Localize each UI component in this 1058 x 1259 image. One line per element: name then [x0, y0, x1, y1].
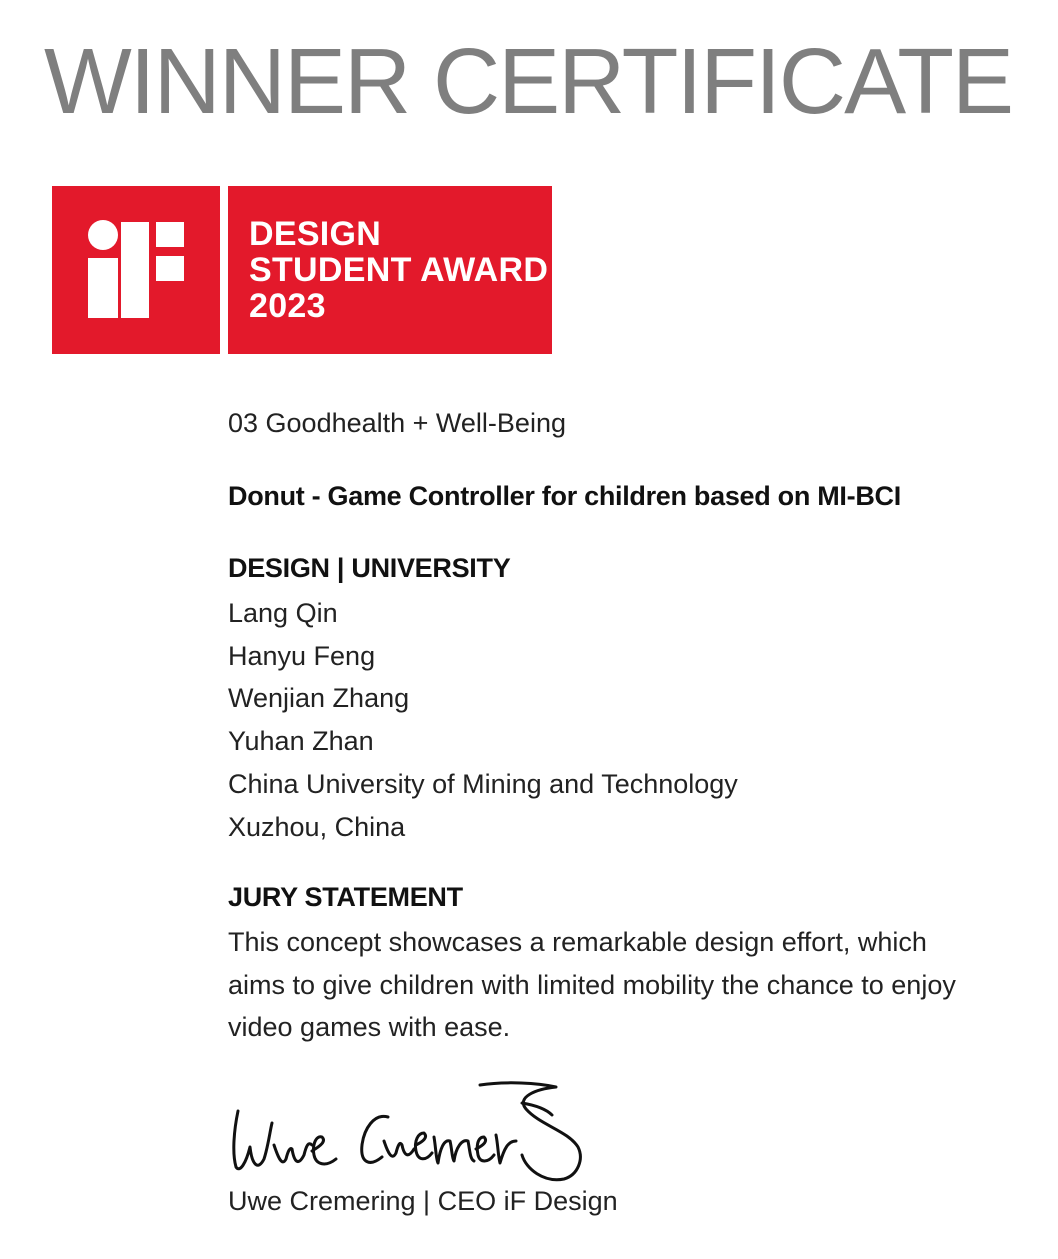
project-title: Donut - Game Controller for children based on MI-BCI — [228, 481, 901, 511]
list-item: Yuhan Zhan — [228, 726, 374, 757]
design-heading: DESIGN | UNIVERSITY — [228, 553, 511, 583]
award-category: 03 Goodhealth + Well-Being — [228, 408, 566, 438]
university-name: China University of Mining and Technology — [228, 768, 738, 799]
jury-line: video games with ease. — [228, 1012, 511, 1043]
jury-statement — [228, 921, 1008, 1049]
list-item: Hanyu Feng — [228, 640, 376, 671]
certificate-title: WINNER CERTIFICATE — [44, 29, 1013, 133]
award-line-2: STUDENT AWARD — [249, 251, 549, 289]
jury-heading: JURY STATEMENT — [228, 882, 463, 912]
signature-image — [226, 1075, 596, 1195]
list-item: Lang Qin — [228, 598, 338, 628]
award-line-3: 2023 — [249, 287, 326, 325]
if-logo-icon — [52, 186, 220, 354]
people-list — [228, 592, 1028, 848]
list-item: Wenjian Zhang — [228, 683, 410, 714]
if-logo — [52, 186, 220, 354]
jury-line: This concept showcases a remarkable design effort, which — [228, 927, 927, 957]
award-badge — [228, 186, 552, 354]
location: Xuzhou, China — [228, 811, 406, 842]
jury-line: aims to give children with limited mobility the chance to enjoy — [228, 969, 956, 1000]
award-line-1: DESIGN — [249, 215, 382, 253]
signature-caption: Uwe Cremering | CEO iF Design — [228, 1186, 618, 1216]
